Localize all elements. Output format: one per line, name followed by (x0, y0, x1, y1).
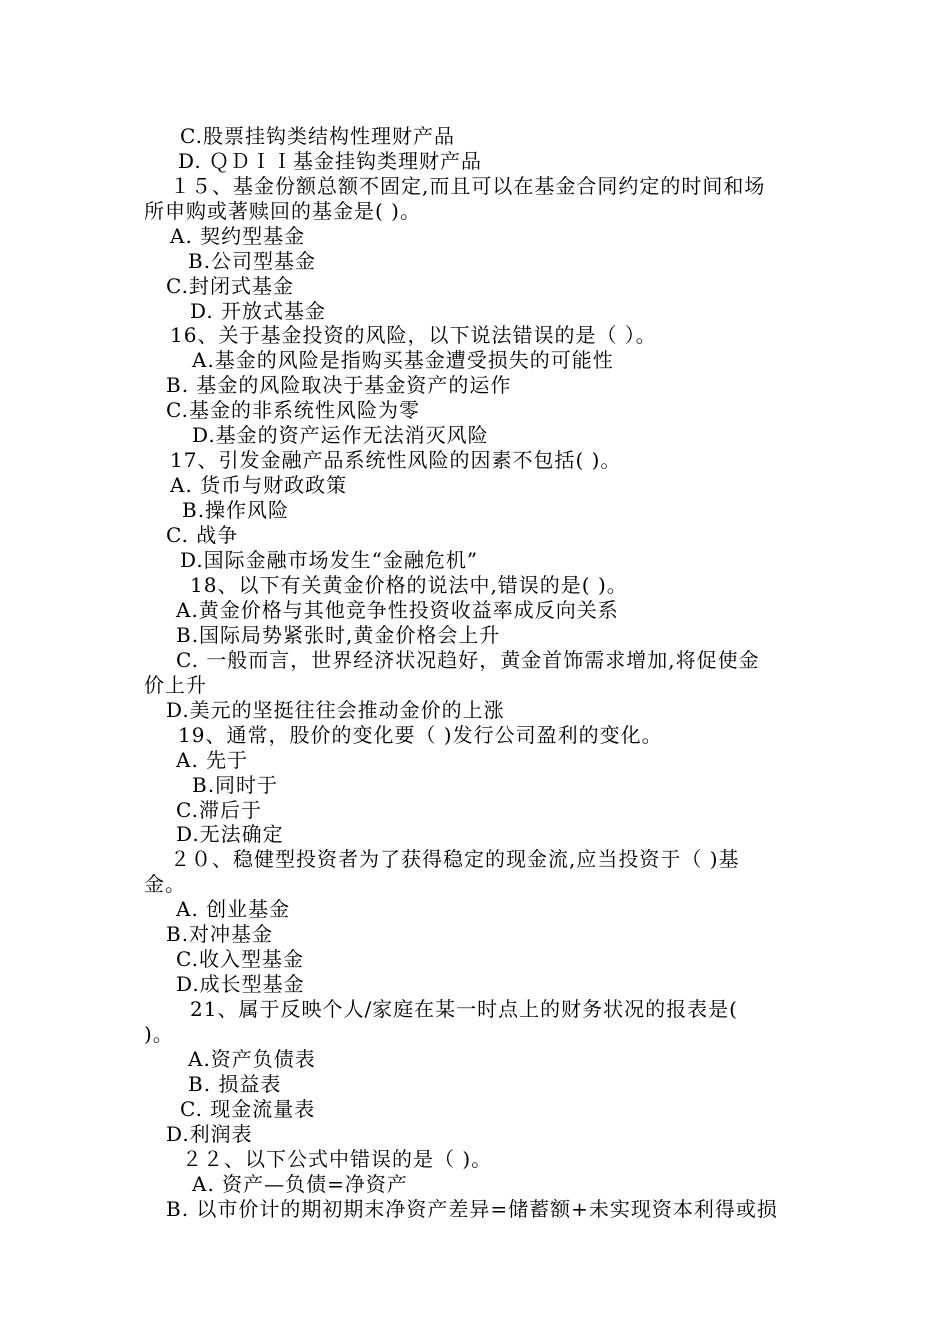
option-a-q15: A. 契约型基金 (170, 224, 306, 248)
question-22: ２２、以下公式中错误的是（ )。 (182, 1147, 493, 1171)
option-c-q14: C.股票挂钩类结构性理财产品 (180, 124, 455, 148)
option-c-q16: C.基金的非系统性风险为零 (166, 398, 420, 422)
option-d-q14: D. ＱＤＩＩ基金挂钩类理财产品 (178, 149, 483, 173)
option-b-q19: B.同时于 (192, 773, 279, 797)
option-b-q22: B. 以市价计的期初期末净资产差异=储蓄额+未实现资本利得或损 (166, 1197, 778, 1221)
option-d-q21: D.利润表 (166, 1122, 253, 1146)
question-20: ２０、稳健型投资者为了获得稳定的现金流,应当投资于（ )基 (170, 847, 740, 871)
question-19: 19、通常，股价的变化要（ )发行公司盈利的变化。 (178, 723, 663, 747)
option-d-q16: D.基金的资产运作无法消灭风险 (192, 423, 489, 447)
option-b-q21: B. 损益表 (188, 1072, 282, 1096)
question-18: 18、以下有关黄金价格的说法中,错误的是( )。 (190, 573, 628, 597)
option-d-q19: D.无法确定 (176, 822, 284, 846)
option-a-q18: A.黄金价格与其他竞争性投资收益率成反向关系 (176, 598, 619, 622)
option-c-q19: C.滞后于 (176, 798, 262, 822)
option-b-q18: B.国际局势紧张时,黄金价格会上升 (176, 623, 501, 647)
option-a-q20: A. 创业基金 (176, 897, 291, 921)
option-c-q18: C. 一般而言，世界经济状况趋好，黄金首饰需求增加,将促使金 (176, 648, 760, 672)
option-d-q15: D. 开放式基金 (190, 299, 327, 323)
option-c-q18-cont: 价上升 (144, 673, 207, 697)
option-b-q17: B.操作风险 (182, 498, 290, 522)
option-b-q16: B. 基金的风险取决于基金资产的运作 (166, 373, 512, 397)
question-21: 21、属于反映个人/家庭在某一时点上的财务状况的报表是( (190, 997, 738, 1021)
question-17: 17、引发金融产品系统性风险的因素不包括( )。 (170, 448, 622, 472)
option-d-q20: D.成长型基金 (176, 972, 305, 996)
option-a-q22: A. 资产—负债=净资产 (192, 1172, 408, 1196)
question-20-cont: 金。 (144, 872, 186, 896)
question-16: 16、关于基金投资的风险，以下说法错误的是（ ）。 (170, 323, 657, 347)
option-a-q16: A.基金的风险是指购买基金遭受损失的可能性 (192, 348, 614, 372)
option-c-q21: C. 现金流量表 (180, 1097, 316, 1121)
question-15-cont: 所申购或著赎回的基金是( )。 (144, 199, 421, 223)
option-c-q15: C.封闭式基金 (166, 274, 294, 298)
option-a-q19: A. 先于 (176, 748, 249, 772)
question-21-cont: )。 (144, 1022, 174, 1046)
option-c-q20: C.收入型基金 (176, 947, 304, 971)
option-c-q17: C. 战争 (166, 523, 239, 547)
option-d-q17: D.国际金融市场发生“金融危机” (180, 548, 479, 572)
option-b-q20: B.对冲基金 (166, 922, 274, 946)
option-a-q17: A. 货币与财政政策 (170, 473, 348, 497)
option-d-q18: D.美元的坚挺往往会推动金价的上涨 (166, 698, 505, 722)
option-a-q21: A.资产负债表 (188, 1047, 316, 1071)
question-15: １５、基金份额总额不固定,而且可以在基金合同约定的时间和场 (170, 174, 766, 198)
option-b-q15: B.公司型基金 (188, 249, 317, 273)
